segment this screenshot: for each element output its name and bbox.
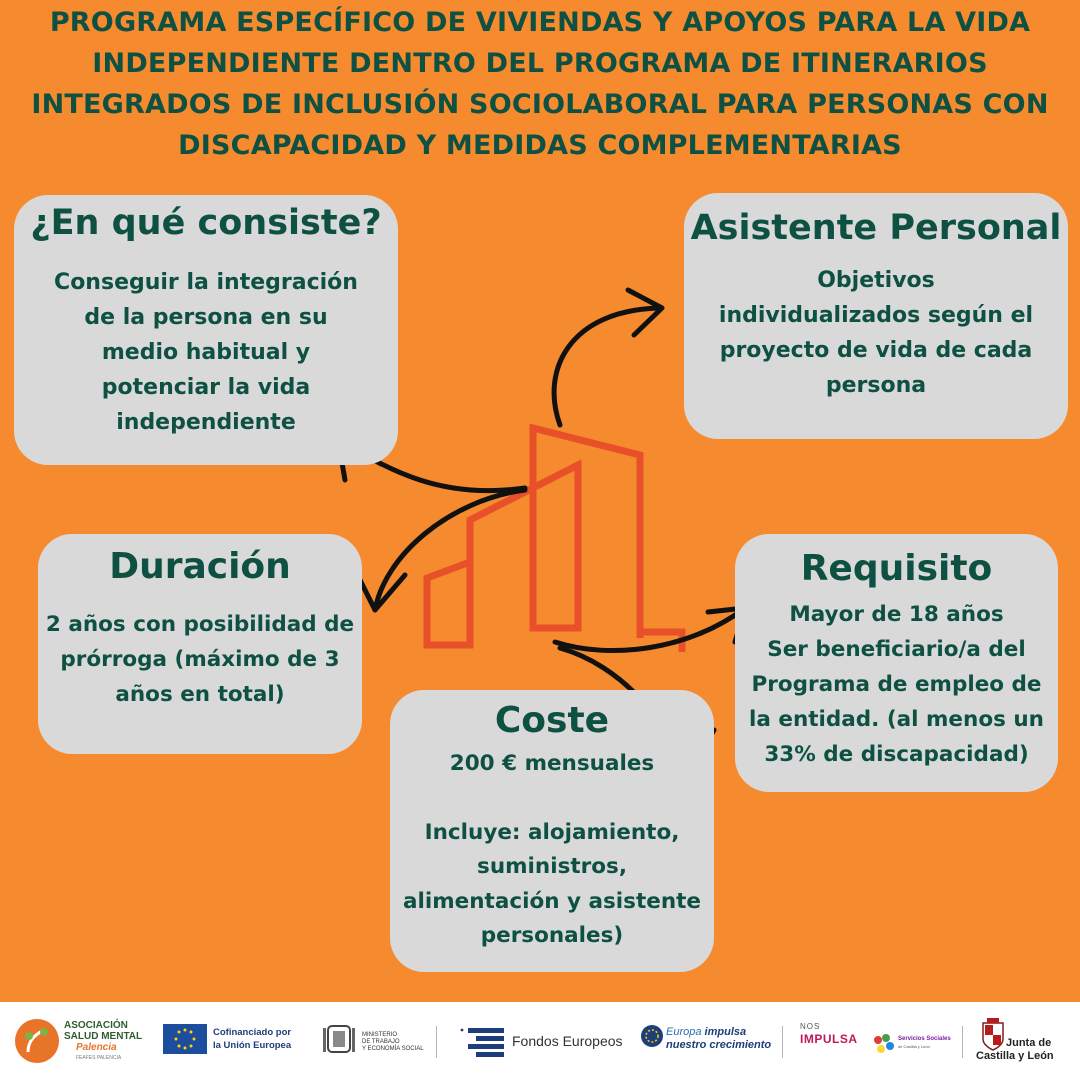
eu-flag-icon: [163, 1024, 207, 1054]
card-body: [735, 597, 1058, 772]
fondos-europeos-flag-icon: [458, 1024, 506, 1058]
europa-text-1: [666, 1026, 746, 1038]
separator: [962, 1026, 963, 1058]
card-line: potenciar la vida: [101, 375, 311, 401]
card-line: independiente: [116, 410, 296, 436]
logo-asociacion-salud-mental: [14, 1002, 154, 1080]
separator: [436, 1026, 437, 1058]
logo-union-europea: [163, 1002, 303, 1080]
logo-servicios-sociales: [872, 1002, 954, 1080]
card-line: años en total): [115, 682, 285, 708]
card-duracion: [38, 534, 362, 754]
card-line: Objetivos: [817, 268, 935, 294]
logo-fondos-europeos: [458, 1002, 638, 1080]
card-line: alimentación y asistente: [403, 888, 701, 914]
junta-shield-icon: [982, 1017, 1004, 1051]
card-body: [390, 747, 714, 954]
card-heading: Requisito: [800, 548, 993, 589]
card-heading: Coste: [494, 700, 610, 741]
logo-ministerio-trabajo: [322, 1002, 432, 1080]
card-line: suministros,: [477, 854, 627, 880]
servicios-sociales-icon: [872, 1032, 896, 1056]
impulsa-text: IMPULSA: [800, 1032, 858, 1046]
servicios-text-1: Servicios Sociales: [898, 1036, 951, 1042]
card-line: persona: [825, 373, 927, 399]
card-coste: [390, 690, 714, 972]
card-heading: Asistente Personal: [690, 208, 1062, 248]
servicios-text-2: de Castilla y León: [898, 1044, 930, 1049]
europa-text-2: nuestro crecimiento: [666, 1039, 772, 1051]
card-body: [14, 265, 398, 440]
impulsa-word: impulsa: [704, 1026, 747, 1038]
card-en-que-consiste: [14, 195, 398, 465]
card-requisito: [735, 534, 1058, 792]
ministerio-text-3: Y ECONOMÍA SOCIAL: [362, 1046, 424, 1052]
sponsor-logo-strip: [0, 1002, 1080, 1080]
eu-text-2: la Unión Europea: [213, 1040, 292, 1051]
title-line: INDEPENDIENTE DENTRO DEL PROGRAMA DE ITINERARIOS: [92, 48, 988, 79]
separator: [782, 1026, 783, 1058]
fondos-text: Fondos Europeos: [512, 1033, 623, 1049]
asociacion-text-3: Palencia: [76, 1042, 117, 1053]
ministerio-text-2: DE TRABAJO: [362, 1039, 400, 1045]
card-line: medio habitual y: [101, 340, 311, 366]
card-line: personales): [480, 923, 624, 949]
junta-text-1: Junta de: [1006, 1037, 1052, 1049]
europa-word: Europa: [666, 1026, 702, 1038]
card-body: [38, 607, 362, 712]
card-price: 200 € mensuales: [449, 751, 655, 777]
asociacion-text-4: FEAFES PALENCIA: [76, 1055, 122, 1061]
card-asistente-personal: [684, 193, 1068, 439]
logo-junta-castilla-leon: [976, 1002, 1076, 1080]
card-line: 2 años con posibilidad de: [45, 612, 355, 638]
card-line: Mayor de 18 años: [789, 602, 1004, 628]
logo-europa-impulsa: [640, 1002, 780, 1080]
card-line: proyecto de vida de cada: [719, 338, 1033, 364]
card-line: Ser beneficiario/a del: [767, 637, 1026, 663]
junta-text-2: Castilla y León: [976, 1050, 1054, 1062]
europa-impulsa-icon: [640, 1024, 664, 1048]
nos-text: NOS: [800, 1022, 821, 1031]
title-line: PROGRAMA ESPECÍFICO DE VIVIENDAS Y APOYOS PARA LA VIDA: [49, 7, 1031, 38]
card-line: prórroga (máximo de 3: [60, 647, 340, 673]
eu-text-1: Cofinanciado por: [213, 1027, 292, 1038]
ministerio-text-1: MINISTERIO: [362, 1032, 398, 1038]
logo-nos-impulsa: [798, 1002, 868, 1080]
title-line: INTEGRADOS DE INCLUSIÓN SOCIOLABORAL PARA PERSONAS CON: [31, 89, 1049, 120]
card-line: individualizados según el: [718, 303, 1034, 329]
card-line: la entidad. (al menos un: [749, 707, 1044, 733]
card-line: 33% de discapacidad): [764, 742, 1029, 768]
asociacion-emblem-icon: [14, 1018, 60, 1064]
asociacion-text-1: ASOCIACIÓN: [64, 1020, 128, 1031]
card-heading: Duración: [109, 546, 291, 587]
card-heading: ¿En qué consiste?: [30, 203, 382, 243]
spain-coat-of-arms-icon: [322, 1022, 356, 1058]
title-line: DISCAPACIDAD Y MEDIDAS COMPLEMENTARIAS: [178, 130, 902, 161]
asociacion-text-2: SALUD MENTAL: [64, 1031, 143, 1042]
card-line: Incluye: alojamiento,: [424, 819, 680, 845]
card-line: Conseguir la integración: [54, 270, 358, 296]
card-body: [684, 263, 1068, 403]
building-icon: [427, 428, 682, 652]
card-line: de la persona en su: [84, 305, 328, 331]
page-title: [20, 2, 1060, 166]
card-line: Programa de empleo de: [751, 672, 1042, 698]
